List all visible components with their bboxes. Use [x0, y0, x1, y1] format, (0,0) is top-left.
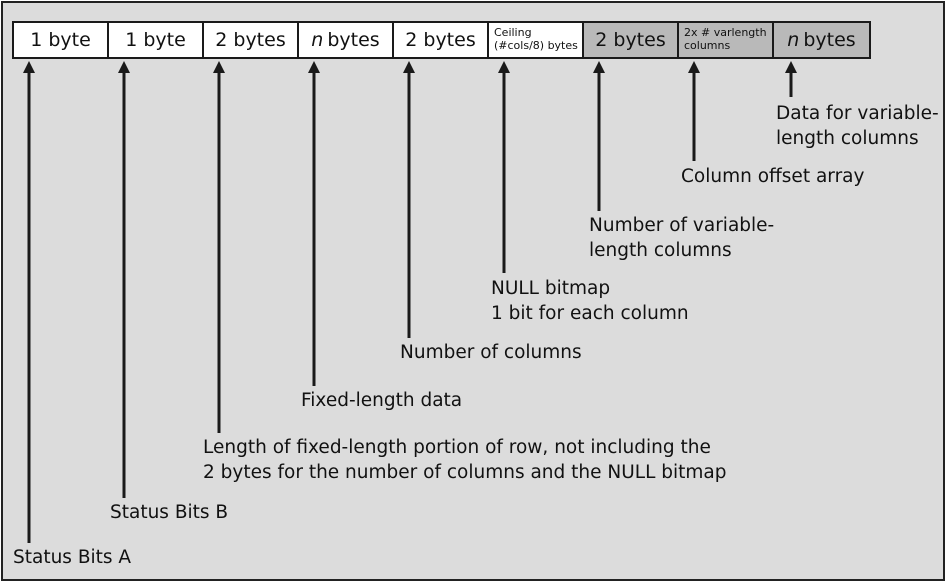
label-null-bitmap-line1: NULL bitmap — [491, 278, 611, 299]
label-null-bitmap-line2: 1 bit for each column — [491, 303, 689, 324]
label-column-offset-array: Column offset array — [681, 166, 865, 187]
cell-status-bits-a: 1 byte — [12, 21, 109, 59]
row-structure-diagram — [1, 1, 945, 581]
label-num-variable-columns-line1: Number of variable- — [589, 215, 775, 236]
label-number-of-columns: Number of columns — [400, 342, 582, 363]
cell-null-bitmap: Ceiling (#cols/8) bytes — [487, 21, 584, 59]
cell-fixed-length-size: 2 bytes — [202, 21, 299, 59]
arrowhead-column-offset-array — [688, 61, 700, 73]
cell-fixed-length-data: n bytes — [297, 21, 394, 59]
label-variable-length-data-line1: Data for variable- — [776, 103, 939, 124]
label-fixed-length-size-line1: Length of fixed-length portion of row, not including the — [203, 437, 711, 458]
arrowhead-status-bits-b — [118, 61, 130, 73]
cell-column-offset-array: 2x # varlength columns — [677, 21, 774, 59]
label-fixed-length-data: Fixed-length data — [301, 390, 463, 411]
arrowhead-number-of-columns — [403, 61, 415, 73]
label-status-bits-a: Status Bits A — [13, 547, 132, 568]
label-fixed-length-size-line2: 2 bytes for the number of columns and the NULL bitmap — [203, 462, 727, 483]
cell-variable-length-data: n bytes — [772, 21, 871, 59]
arrowhead-status-bits-a — [23, 61, 35, 73]
arrowhead-null-bitmap — [498, 61, 510, 73]
arrowhead-fixed-length-data — [308, 61, 320, 73]
label-status-bits-b: Status Bits B — [110, 502, 229, 523]
label-num-variable-columns-line2: length columns — [589, 240, 732, 261]
label-variable-length-data-line2: length columns — [776, 128, 919, 149]
cell-number-of-columns: 2 bytes — [392, 21, 489, 59]
arrowhead-fixed-length-size — [213, 61, 225, 73]
cell-num-variable-columns: 2 bytes — [582, 21, 679, 59]
pointer-arrows — [3, 3, 945, 581]
arrowhead-num-variable-columns — [593, 61, 605, 73]
arrowhead-variable-length-data — [785, 61, 797, 73]
cell-status-bits-b: 1 byte — [107, 21, 204, 59]
